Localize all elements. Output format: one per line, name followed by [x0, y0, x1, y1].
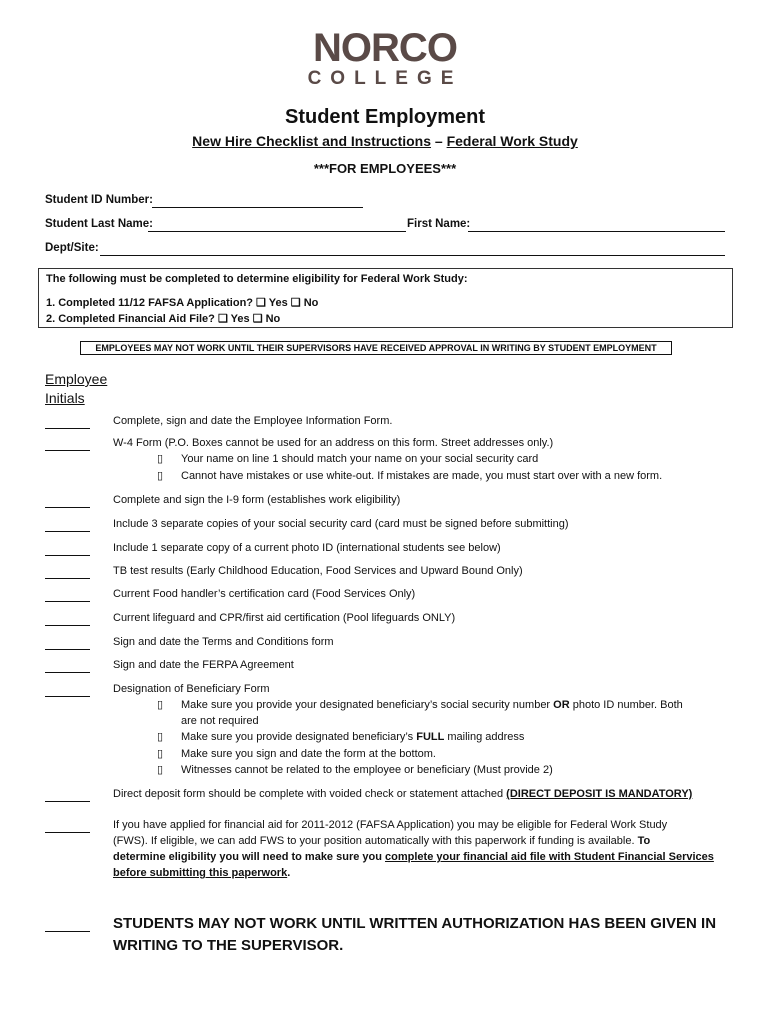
initial-blank-4[interactable] — [45, 530, 90, 532]
logo-college: COLLEGE — [307, 68, 463, 89]
item-ferpa: Sign and date the FERPA Agreement — [113, 659, 294, 671]
item-tb-test: TB test results (Early Childhood Education, Food Services and Upward Bound Only) — [113, 565, 523, 577]
item-fws-line4: before submitting this paperwork. — [113, 867, 291, 879]
last-name-line[interactable] — [148, 231, 406, 232]
subtitle — [0, 133, 770, 149]
item-fws-line2: (FWS). If eligible, we can add FWS to your position automatically with this paperwork if funding is available. To — [113, 835, 651, 847]
first-name-label: First Name: — [407, 218, 471, 230]
bullet-icon: ▯ — [157, 731, 164, 743]
item-i9: Complete and sign the I-9 form (establishes work eligibility) — [113, 494, 401, 506]
final-statement — [113, 913, 733, 957]
initial-blank-7[interactable] — [45, 600, 90, 602]
logo-norco: NORCO — [313, 26, 457, 70]
initials-label: Initials — [45, 390, 85, 406]
initial-blank-6[interactable] — [45, 577, 90, 579]
subtitle-part2: Federal Work Study — [446, 133, 578, 149]
bullet-icon: ▯ — [157, 453, 164, 465]
item-fws-line3: determine eligibility you will need to make sure you complete your financial aid file with Student Financial Services — [113, 851, 714, 863]
item-beneficiary-sub1: Make sure you provide your designated beneficiary’s social security number OR photo ID number. Both — [181, 699, 683, 711]
item-beneficiary-sub2: Make sure you provide designated beneficiary’s FULL mailing address — [181, 731, 525, 743]
item-direct-deposit: Direct deposit form should be complete with voided check or statement attached (DIRECT DEPOSIT IS MANDATORY) — [113, 788, 693, 800]
eligibility-box — [38, 268, 733, 328]
first-name-line[interactable] — [468, 231, 725, 232]
item-food-handler: Current Food handler’s certification card (Food Services Only) — [113, 588, 416, 600]
student-id-label: Student ID Number: — [45, 194, 153, 206]
for-employees: ***FOR EMPLOYEES*** — [313, 161, 457, 176]
initial-blank-3[interactable] — [45, 506, 90, 508]
item-w4-sub1: Your name on line 1 should match your name on your social security card — [181, 453, 539, 465]
eligibility-q2[interactable]: 2. Completed Financial Aid File? ❑ Yes ❑ No — [46, 313, 281, 325]
final-line1: STUDENTS MAY NOT WORK UNTIL WRITTEN AUTHORIZATION HAS BEEN GIVEN IN — [113, 915, 717, 932]
initial-blank-14[interactable] — [45, 930, 90, 932]
initial-blank-11[interactable] — [45, 695, 90, 697]
item-beneficiary-sub4: Witnesses cannot be related to the employee or beneficiary (Must provide 2) — [181, 764, 553, 776]
eligibility-q1[interactable]: 1. Completed 11/12 FAFSA Application? ❑ Yes ❑ No — [46, 297, 319, 309]
dept-label: Dept/Site: — [45, 242, 99, 254]
student-id-line[interactable] — [152, 207, 363, 208]
warning-banner: EMPLOYEES MAY NOT WORK UNTIL THEIR SUPERVISORS HAVE RECEIVED APPROVAL IN WRITING BY STUDENT EMPLOYMENT — [80, 341, 672, 355]
dept-line[interactable] — [100, 255, 725, 256]
final-line2: WRITING TO THE SUPERVISOR. — [113, 937, 344, 954]
item-terms: Sign and date the Terms and Conditions form — [113, 636, 334, 648]
item-beneficiary: Designation of Beneficiary Form — [113, 683, 270, 695]
eligibility-heading: The following must be completed to determine eligibility for Federal Work Study: — [46, 273, 468, 285]
subtitle-dash: – — [431, 133, 447, 149]
initial-blank-8[interactable] — [45, 624, 90, 626]
item-w4: W-4 Form (P.O. Boxes cannot be used for an address on this form. Street addresses only.) — [113, 437, 554, 449]
item-beneficiary-sub1-cont: are not required — [181, 715, 259, 727]
bullet-icon: ▯ — [157, 470, 164, 482]
item-employee-info: Complete, sign and date the Employee Information Form. — [113, 415, 393, 427]
employee-label: Employee — [45, 371, 108, 387]
bullet-icon: ▯ — [157, 699, 164, 711]
initial-blank-5[interactable] — [45, 554, 90, 556]
initial-blank-1[interactable] — [45, 427, 90, 429]
item-photo-id: Include 1 separate copy of a current photo ID (international students see below) — [113, 542, 501, 554]
item-w4-sub2: Cannot have mistakes or use white-out. If mistakes are made, you must start over with a new form. — [181, 470, 663, 482]
bullet-icon: ▯ — [157, 748, 164, 760]
item-lifeguard: Current lifeguard and CPR/first aid certification (Pool lifeguards ONLY) — [113, 612, 456, 624]
last-name-label: Student Last Name: — [45, 218, 153, 230]
initial-blank-2[interactable] — [45, 449, 90, 451]
page-title: Student Employment — [284, 106, 485, 128]
item-ssn-copies: Include 3 separate copies of your social security card (card must be signed before submitting) — [113, 518, 569, 530]
initial-blank-10[interactable] — [45, 671, 90, 673]
initial-blank-9[interactable] — [45, 648, 90, 650]
item-beneficiary-sub3: Make sure you sign and date the form at the bottom. — [181, 748, 436, 760]
bullet-icon: ▯ — [157, 764, 164, 776]
initial-blank-12[interactable] — [45, 800, 90, 802]
item-fws-line1: If you have applied for financial aid for 2011-2012 (FAFSA Application) you may be eligible for Federal Work Study — [113, 819, 668, 831]
initial-blank-13[interactable] — [45, 831, 90, 833]
subtitle-part1: New Hire Checklist and Instructions — [192, 133, 432, 149]
